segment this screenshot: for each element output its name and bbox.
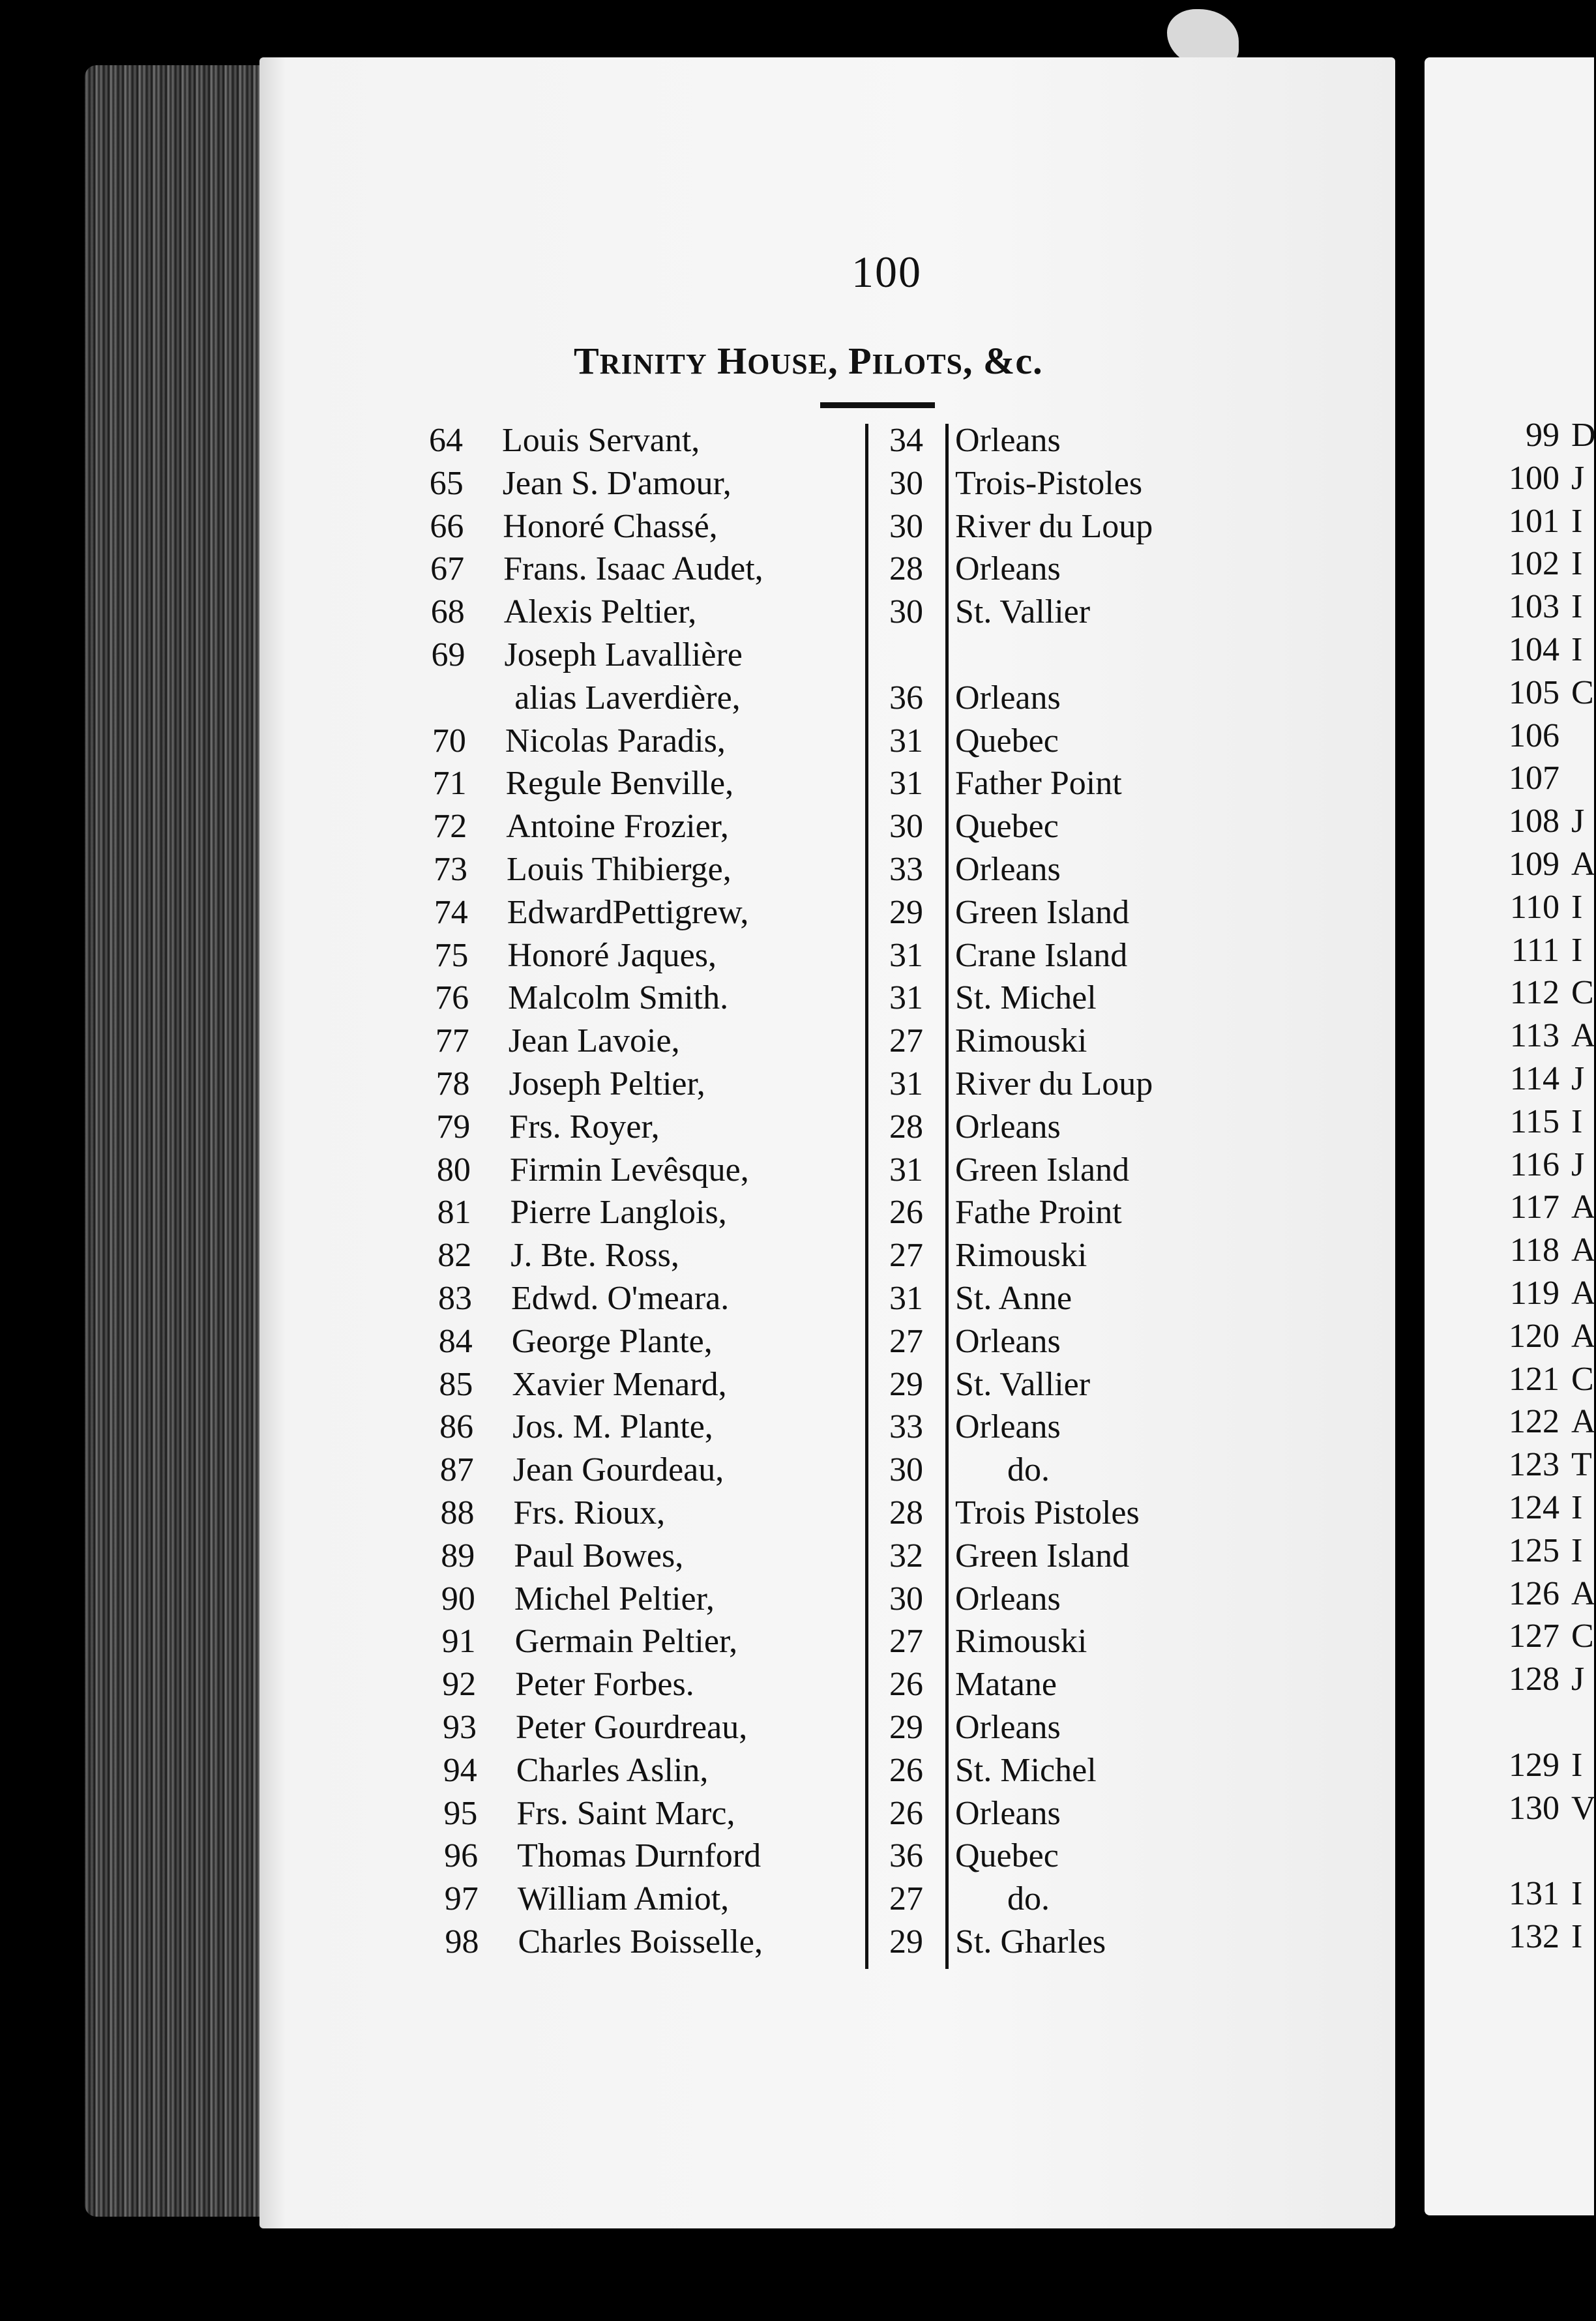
list-item <box>0 1149 1395 1192</box>
list-item <box>0 677 1395 720</box>
facing-entry-number: 114 <box>1509 1060 1559 1097</box>
entry-number: 75 <box>434 936 469 974</box>
list-item <box>0 419 1395 462</box>
entry-number: 73 <box>434 851 467 888</box>
pilot-age: 29 <box>889 1709 923 1746</box>
entry-number: 78 <box>436 1065 470 1102</box>
pilot-age: 26 <box>889 1194 923 1232</box>
facing-entry-initial: A <box>1571 1317 1596 1355</box>
pilot-age: 31 <box>889 722 923 760</box>
entry-number: 72 <box>433 808 467 846</box>
pilot-name: Pierre Langlois, <box>510 1194 727 1232</box>
facing-entry-initial: C <box>1571 1618 1594 1655</box>
facing-entry-number: 102 <box>1509 545 1559 583</box>
list-item <box>0 1320 1395 1363</box>
title-part: T <box>574 340 600 382</box>
list-item <box>0 1063 1395 1106</box>
facing-entry-number: 127 <box>1509 1618 1559 1655</box>
pilot-name: Peter Gourdreau, <box>516 1709 748 1746</box>
entry-number: 88 <box>440 1494 475 1531</box>
pilot-residence: St. Gharles <box>955 1923 1106 1960</box>
entry-number: 96 <box>444 1837 479 1875</box>
list-item <box>0 1578 1395 1621</box>
list-item <box>0 1277 1395 1320</box>
facing-entry-number: 106 <box>1509 717 1559 754</box>
pilot-residence: Orleans <box>955 1709 1061 1746</box>
pilot-name: Jos. M. Plante, <box>512 1408 713 1446</box>
facing-entry-number: 103 <box>1509 588 1559 626</box>
pilot-name: Jean Lavoie, <box>508 1022 680 1060</box>
list-item <box>0 1449 1395 1492</box>
pilot-residence: Rimouski <box>955 1237 1087 1275</box>
pilot-age: 30 <box>889 464 923 502</box>
facing-entry-initial: A <box>1571 1403 1596 1441</box>
pilot-residence: Crane Island <box>955 936 1128 974</box>
facing-entry-initial: J <box>1571 1661 1585 1698</box>
facing-entry-initial: I <box>1571 1918 1583 1955</box>
pilot-residence: do. <box>1007 1451 1050 1489</box>
pilot-age: 30 <box>889 808 923 846</box>
entry-number: 92 <box>442 1666 477 1704</box>
entry-number: 67 <box>430 550 465 588</box>
list-item <box>0 848 1395 891</box>
list-item <box>0 1878 1395 1921</box>
pilot-residence: Trois-Pistoles <box>955 464 1143 502</box>
pilot-residence: Orleans <box>955 422 1061 459</box>
facing-entry-initial: C <box>1571 974 1594 1012</box>
entry-number: 89 <box>441 1537 475 1574</box>
list-item <box>0 1191 1395 1234</box>
pilot-name: Thomas Durnford <box>517 1837 761 1875</box>
pilot-name: Edwd. O'meara. <box>511 1280 730 1317</box>
pilot-age: 27 <box>889 1322 923 1360</box>
entry-number: 87 <box>439 1451 474 1489</box>
pilot-residence: River du Loup <box>955 507 1153 545</box>
pilot-residence: Rimouski <box>955 1022 1087 1060</box>
pilot-age: 33 <box>889 851 923 888</box>
pilot-age: 31 <box>889 1065 923 1102</box>
pilot-name: Charles Aslin, <box>516 1751 709 1789</box>
pilot-age: 28 <box>889 1108 923 1146</box>
title-part: OUSE <box>747 348 829 380</box>
entry-number: 76 <box>435 979 469 1017</box>
list-item <box>0 762 1395 805</box>
pilot-age: 26 <box>889 1794 923 1832</box>
pilot-residence: Orleans <box>955 1408 1061 1446</box>
pilot-residence: Quebec <box>955 722 1059 760</box>
list-item <box>0 891 1395 934</box>
title-part: H <box>707 340 748 382</box>
pilot-residence: Green Island <box>955 893 1130 931</box>
facing-entry-number: 122 <box>1509 1403 1559 1441</box>
facing-entry-initial: I <box>1571 1875 1583 1913</box>
list-item <box>0 1106 1395 1149</box>
facing-entry-initial: A <box>1571 1189 1596 1226</box>
entry-number: 81 <box>437 1194 471 1232</box>
pilot-name: Louis Servant, <box>502 422 700 459</box>
pilot-age: 31 <box>889 1280 923 1317</box>
list-item <box>0 934 1395 977</box>
pilot-age: 29 <box>889 1365 923 1403</box>
title-rule <box>820 402 935 408</box>
pilot-age: 32 <box>889 1537 923 1574</box>
list-item <box>0 1921 1395 1964</box>
pilot-age: 30 <box>889 1580 923 1618</box>
pilot-age: 36 <box>889 679 923 717</box>
pilot-name: Louis Thibierge, <box>507 851 732 888</box>
list-item <box>0 805 1395 848</box>
pilot-name: Alexis Peltier, <box>503 593 697 631</box>
pilot-age: 34 <box>889 422 923 459</box>
pilot-name: Peter Forbes. <box>515 1666 694 1704</box>
pilot-age: 31 <box>889 936 923 974</box>
entry-number: 79 <box>436 1108 471 1146</box>
pilot-name: William Amiot, <box>517 1880 730 1918</box>
facing-entry-initial: I <box>1571 1746 1583 1784</box>
pilot-name: Michel Peltier, <box>514 1580 715 1618</box>
facing-entry-number: 120 <box>1509 1317 1559 1355</box>
page-title <box>574 339 1226 383</box>
facing-entry-number: 132 <box>1509 1918 1559 1955</box>
entry-number: 90 <box>441 1580 475 1618</box>
pilot-name: EdwardPettigrew, <box>507 893 749 931</box>
entry-number: 77 <box>435 1022 469 1060</box>
pilot-residence: Orleans <box>955 679 1061 717</box>
pilot-residence: Rimouski <box>955 1623 1087 1661</box>
facing-entry-number: 130 <box>1509 1789 1559 1827</box>
pilot-age: 30 <box>889 507 923 545</box>
pilot-age: 28 <box>889 1494 923 1531</box>
facing-entry-initial: A <box>1571 846 1596 883</box>
pilot-name: Paul Bowes, <box>514 1537 684 1574</box>
facing-entry-number: 115 <box>1509 1102 1559 1140</box>
pilot-name: Honoré Chassé, <box>503 507 718 545</box>
entry-number: 65 <box>429 464 464 502</box>
pilot-age: 31 <box>889 1151 923 1189</box>
entry-number: 83 <box>438 1280 472 1317</box>
pilot-age: 30 <box>889 1451 923 1489</box>
pilot-name: Joseph Lavallière <box>504 636 743 673</box>
facing-entry-initial: V <box>1571 1789 1596 1827</box>
pilot-residence: Father Point <box>955 765 1122 803</box>
entry-number: 66 <box>430 507 464 545</box>
pilot-residence: Orleans <box>955 550 1061 588</box>
facing-entry-initial: J <box>1571 1146 1585 1183</box>
list-item <box>0 505 1395 548</box>
pilot-residence: Quebec <box>955 808 1059 846</box>
facing-entry-initial: I <box>1571 588 1583 626</box>
list-item <box>0 977 1395 1020</box>
facing-entry-initial: J <box>1571 1060 1585 1097</box>
pilot-age: 27 <box>889 1022 923 1060</box>
facing-entry-initial: J <box>1571 803 1585 840</box>
pilot-age: 36 <box>889 1837 923 1875</box>
facing-entry-number: 123 <box>1509 1446 1559 1484</box>
pilot-age: 27 <box>889 1237 923 1275</box>
facing-entry-number: 116 <box>1509 1146 1559 1183</box>
facing-entry-initial: I <box>1571 1489 1583 1526</box>
facing-entry-number: 118 <box>1509 1232 1559 1269</box>
list-item <box>0 1706 1395 1749</box>
list-item <box>0 1492 1395 1535</box>
entry-number: 91 <box>441 1623 476 1661</box>
pilot-name: Nicolas Paradis, <box>505 722 726 760</box>
list-item <box>0 1749 1395 1792</box>
list-item <box>0 634 1395 677</box>
facing-entry-initial: I <box>1571 1531 1583 1569</box>
pilot-residence: St. Vallier <box>955 1365 1091 1403</box>
pilot-name: Firmin Levêsque, <box>509 1151 749 1189</box>
pilot-residence: Orleans <box>955 1322 1061 1360</box>
title-part: , P <box>828 340 872 382</box>
list-item <box>0 462 1395 505</box>
pilot-name: Germain Peltier, <box>514 1623 738 1661</box>
list-item <box>0 548 1395 591</box>
entry-number: 80 <box>436 1151 471 1189</box>
facing-entry-number: 126 <box>1509 1574 1559 1612</box>
entry-number: 85 <box>439 1365 473 1403</box>
list-item <box>0 1835 1395 1878</box>
entry-number: 74 <box>434 893 468 931</box>
facing-entry-number: 101 <box>1509 502 1559 540</box>
facing-entry-initial: I <box>1571 631 1583 668</box>
pilot-residence: Fathe Proint <box>955 1194 1122 1232</box>
pilot-name: Frs. Rioux, <box>513 1494 666 1531</box>
list-item <box>0 720 1395 763</box>
pilot-name: J. Bte. Ross, <box>510 1237 679 1275</box>
pilot-name: Regule Benville, <box>505 765 734 803</box>
pilot-residence: Quebec <box>955 1837 1059 1875</box>
pilot-name: Joseph Peltier, <box>509 1065 705 1102</box>
facing-entry-number: 99 <box>1526 417 1559 454</box>
facing-entry-initial: I <box>1571 545 1583 583</box>
list-item <box>0 1792 1395 1835</box>
pilot-residence: do. <box>1007 1880 1050 1918</box>
pilot-residence: Green Island <box>955 1537 1130 1574</box>
entry-number: 69 <box>431 636 466 673</box>
facing-entry-number: 129 <box>1509 1746 1559 1784</box>
pilot-age: 26 <box>889 1751 923 1789</box>
list-item <box>0 1620 1395 1663</box>
pilot-residence: St. Michel <box>955 979 1097 1017</box>
facing-entry-initial: C <box>1571 1360 1594 1398</box>
facing-entry-number: 128 <box>1509 1661 1559 1698</box>
entry-number: 70 <box>432 722 466 760</box>
facing-entry-initial: A <box>1571 1275 1596 1312</box>
facing-entry-initial: I <box>1571 888 1583 926</box>
entry-number: 71 <box>432 765 467 803</box>
list-item <box>0 1406 1395 1449</box>
pilot-age: 30 <box>889 593 923 631</box>
pilot-name: Xavier Menard, <box>512 1365 727 1403</box>
pilot-residence: St. Anne <box>955 1280 1072 1317</box>
pilot-name: Jean Gourdeau, <box>512 1451 724 1489</box>
list-item <box>0 1535 1395 1578</box>
pilot-residence: River du Loup <box>955 1065 1153 1102</box>
pilot-age: 31 <box>889 979 923 1017</box>
pilot-residence: St. Vallier <box>955 593 1091 631</box>
entry-number: 64 <box>429 422 463 459</box>
pilot-name: Frs. Royer, <box>509 1108 660 1146</box>
pilot-residence: Orleans <box>955 1108 1061 1146</box>
facing-entry-number: 107 <box>1509 760 1559 797</box>
pilot-residence: St. Michel <box>955 1751 1097 1789</box>
list-item <box>0 1363 1395 1406</box>
pilot-name: Honoré Jaques, <box>507 936 717 974</box>
pilot-age: 33 <box>889 1408 923 1446</box>
entry-number: 93 <box>443 1709 477 1746</box>
entry-number: 98 <box>445 1923 479 1960</box>
pilot-age: 26 <box>889 1666 923 1704</box>
facing-entry-number: 100 <box>1509 459 1559 497</box>
facing-entry-initial: A <box>1571 1574 1596 1612</box>
entry-number: 86 <box>439 1408 474 1446</box>
pilot-age: 27 <box>889 1880 923 1918</box>
pilot-residence: Orleans <box>955 1580 1061 1618</box>
facing-entry-number: 119 <box>1509 1275 1559 1312</box>
facing-entry-number: 121 <box>1509 1360 1559 1398</box>
facing-entry-initial: I <box>1571 502 1583 540</box>
pilot-residence: Trois Pistoles <box>955 1494 1140 1531</box>
pilot-name: Charles Boisselle, <box>518 1923 763 1960</box>
pilot-age: 29 <box>889 1923 923 1960</box>
facing-entry-number: 131 <box>1509 1875 1559 1913</box>
entry-number: 94 <box>443 1751 477 1789</box>
entry-number: 68 <box>430 593 465 631</box>
facing-entry-number: 111 <box>1511 931 1559 969</box>
list-item <box>0 1234 1395 1277</box>
facing-entry-initial: A <box>1571 1017 1596 1055</box>
pilot-age: 27 <box>889 1623 923 1661</box>
list-item <box>0 1663 1395 1706</box>
facing-entry-initial: C <box>1571 673 1594 711</box>
facing-entry-number: 125 <box>1509 1531 1559 1569</box>
facing-entry-number: 109 <box>1509 846 1559 883</box>
pilot-residence: Matane <box>955 1666 1057 1704</box>
pilot-age: 28 <box>889 550 923 588</box>
facing-entry-initial: I <box>1571 1102 1583 1140</box>
pilot-residence: Green Island <box>955 1151 1130 1189</box>
facing-entry-initial: J <box>1571 459 1585 497</box>
pilot-residence: Orleans <box>955 851 1061 888</box>
facing-entry-initial: A <box>1571 1232 1596 1269</box>
facing-entry-number: 108 <box>1509 803 1559 840</box>
entry-number: 97 <box>444 1880 479 1918</box>
pilot-residence: Orleans <box>955 1794 1061 1832</box>
entry-number: 95 <box>443 1794 478 1832</box>
pilot-name: alias Laverdière, <box>514 679 741 717</box>
title-part: ILOTS <box>872 348 964 380</box>
facing-entry-initial: D <box>1571 417 1596 454</box>
entry-number: 82 <box>437 1237 472 1275</box>
facing-entry-number: 112 <box>1509 974 1559 1012</box>
pilot-name: Jean S. D'amour, <box>502 464 732 502</box>
facing-entry-initial: I <box>1571 931 1583 969</box>
pilot-name: Malcolm Smith. <box>508 979 729 1017</box>
facing-entry-number: 124 <box>1509 1489 1559 1526</box>
pilot-name: George Plante, <box>511 1322 713 1360</box>
title-part: , &c. <box>963 340 1043 382</box>
pilot-name: Frans. Isaac Audet, <box>503 550 763 588</box>
pilot-age: 31 <box>889 765 923 803</box>
list-item <box>0 1020 1395 1063</box>
facing-entry-number: 110 <box>1509 888 1559 926</box>
facing-entry-number: 113 <box>1509 1017 1559 1055</box>
facing-entry-initial: T <box>1571 1446 1592 1484</box>
title-part: RINITY <box>599 348 707 380</box>
entry-number: 84 <box>438 1322 473 1360</box>
pilot-name: Antoine Frozier, <box>506 808 729 846</box>
pilot-age: 29 <box>889 893 923 931</box>
facing-entry-number: 105 <box>1509 673 1559 711</box>
pilot-name: Frs. Saint Marc, <box>516 1794 735 1832</box>
facing-entry-number: 104 <box>1509 631 1559 668</box>
facing-entry-number: 117 <box>1509 1189 1559 1226</box>
page-number: 100 <box>851 247 922 297</box>
list-item <box>0 591 1395 634</box>
